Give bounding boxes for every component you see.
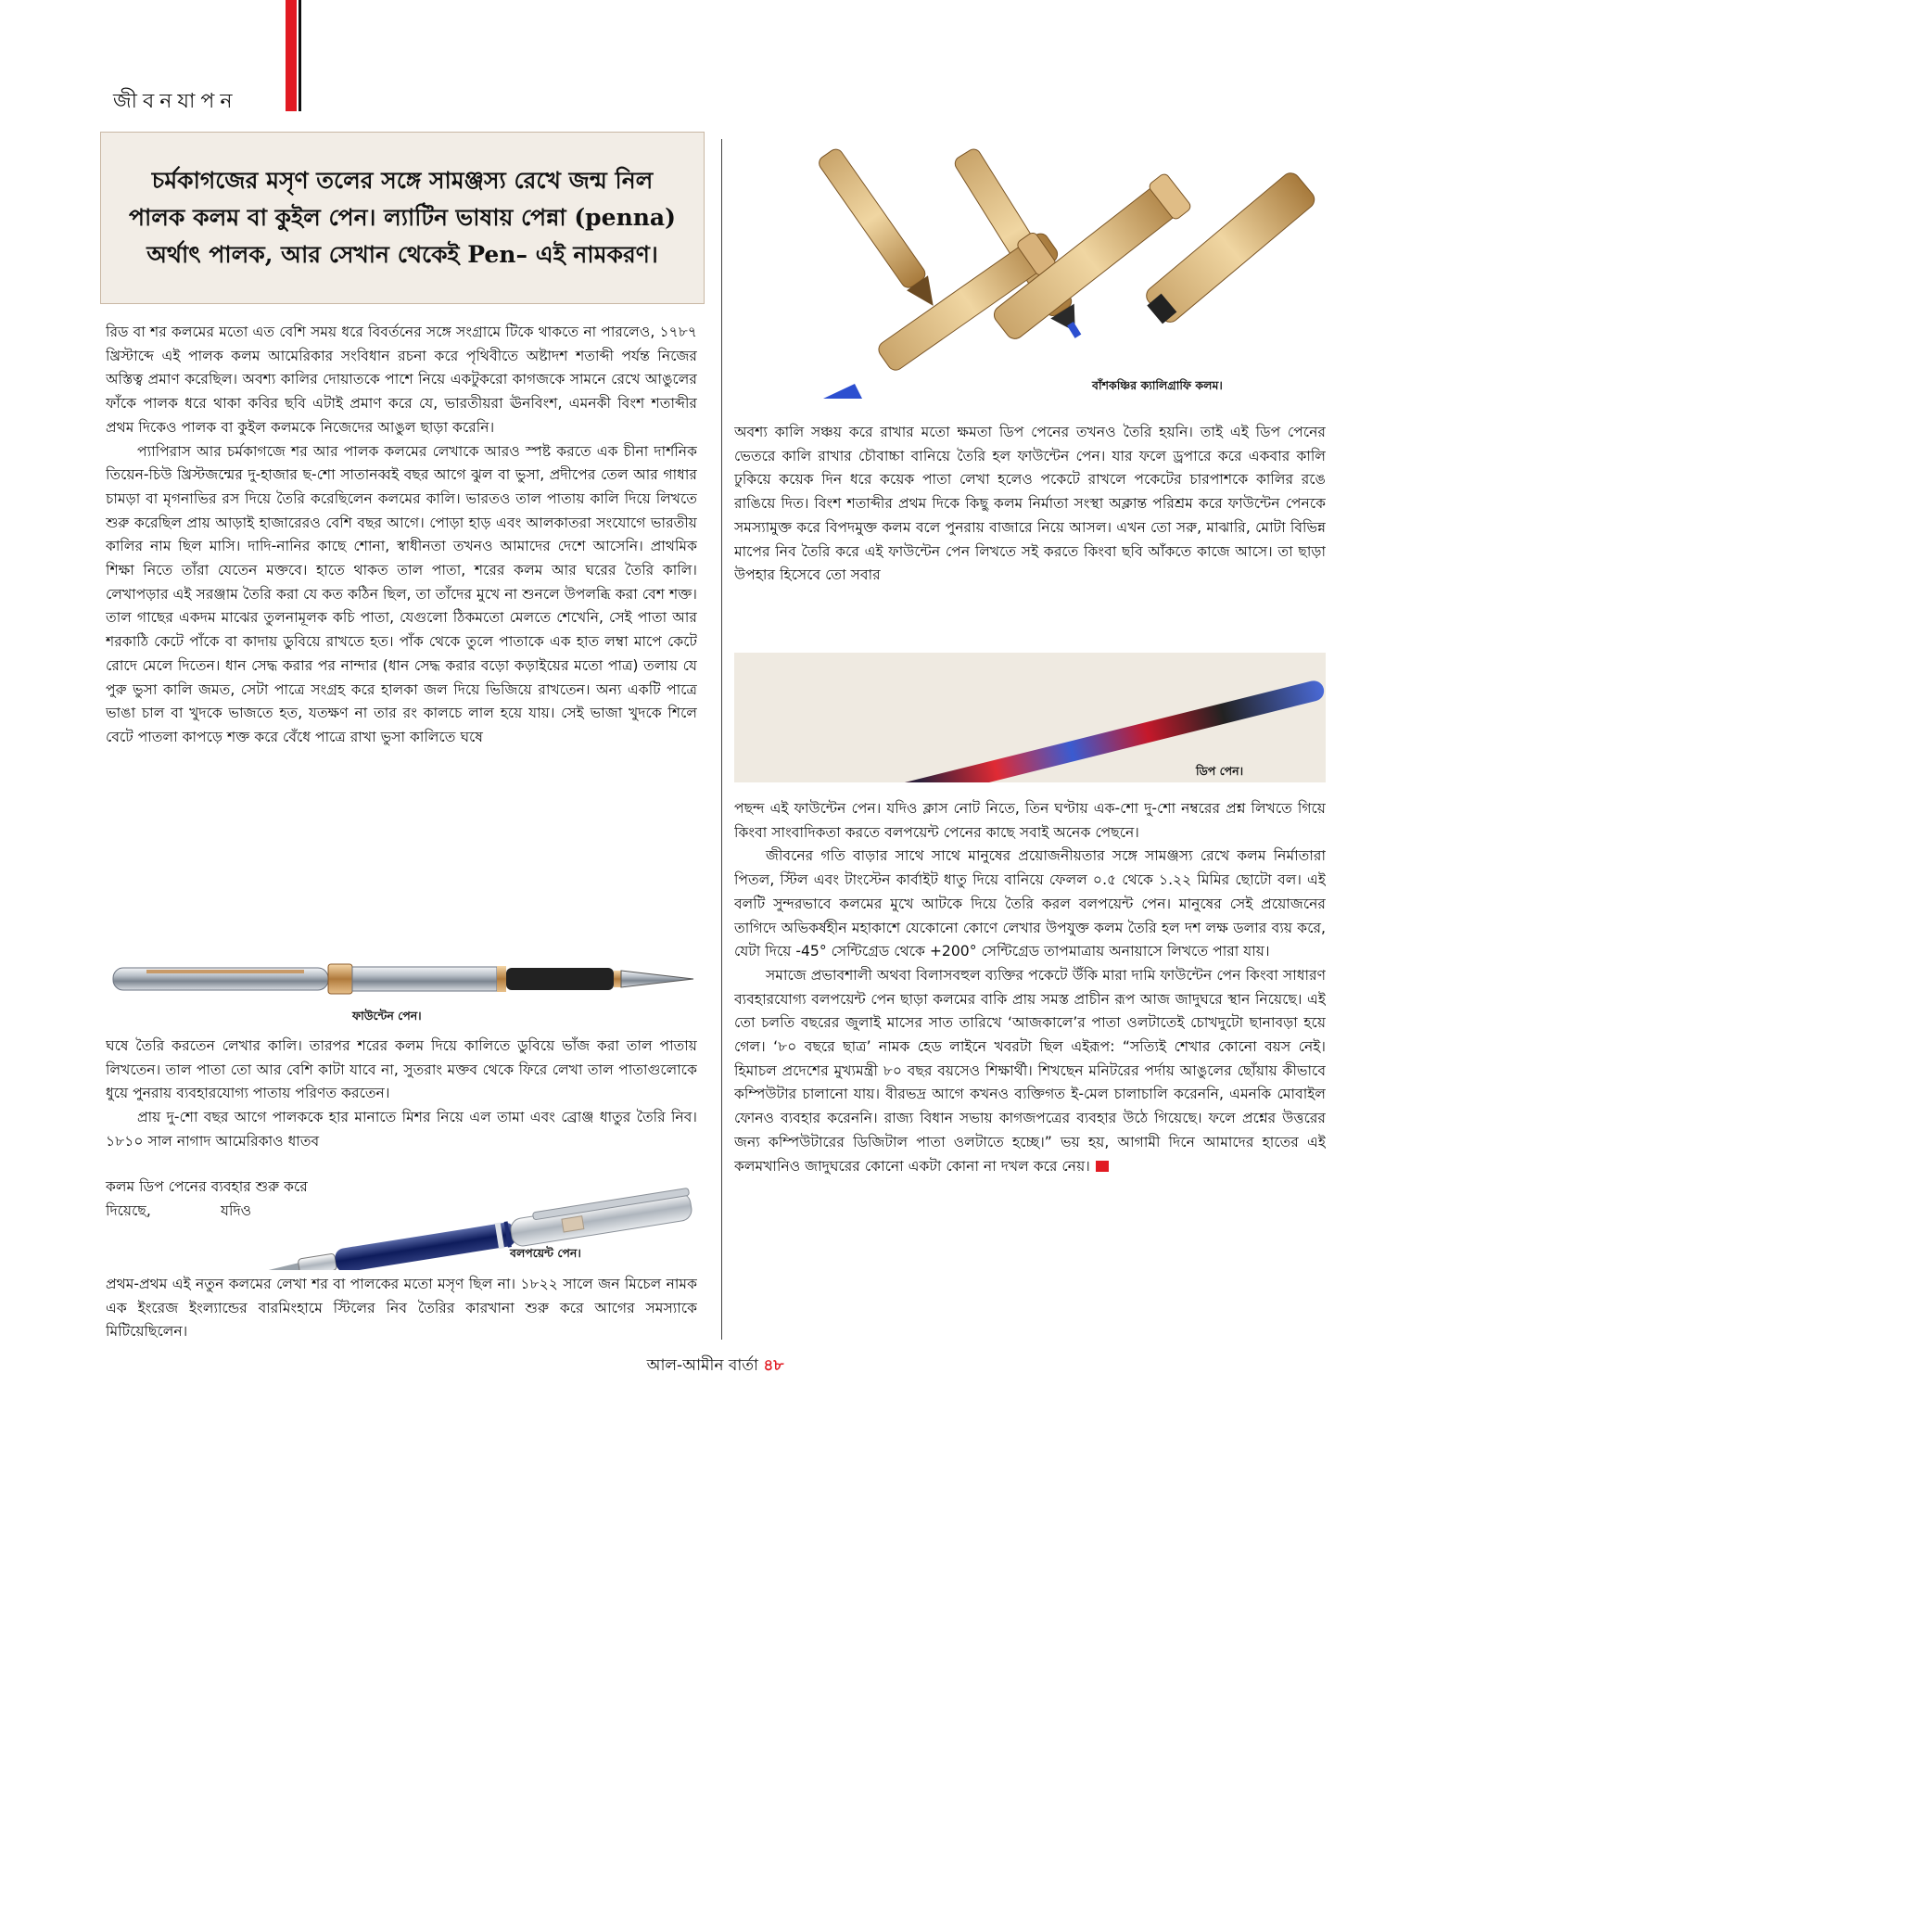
right-column-part2 <box>734 797 1326 1339</box>
dip-pen-caption: ডিপ পেন। <box>1196 764 1244 778</box>
bamboo-pens-caption: বাঁশকঞ্চির ক্যালিগ্রাফি কলম। <box>1092 378 1223 392</box>
fountain-pen-image <box>109 955 699 1003</box>
left-line-dip: কলম ডিপ পেনের ব্যবহার শুরু করে <box>106 1178 308 1195</box>
column-divider <box>721 139 722 1340</box>
magazine-name: আল-আমীন বার্তা <box>646 1356 758 1375</box>
left-line-jodio: যদিও <box>221 1202 252 1219</box>
ballpoint-pen-image <box>219 1185 706 1270</box>
left-column-part2 <box>106 1035 697 1155</box>
right-paragraph-2: পছন্দ এই ফাউন্টেন পেন। যদিও ক্লাস নোট নিতে, তিন ঘণ্টায় এক-শো দু-শো নম্বরের প্রশ্ন লিখতে গিয়ে কিংবা সাংবাদিকতা করতে বলপয়েন্ট পেনের কাছে সবাই অনেক পেছনে। <box>734 800 1326 841</box>
pull-quote-box <box>100 132 705 304</box>
pull-quote-text: চর্মকাগজের মসৃণ তলের সঙ্গে সামঞ্জস্য রেখে জন্ম নিল পালক কলম বা কুইল পেন। ল্যাটিন ভাষায় পেন্না (penna) অর্থাৎ পালক, আর সেখান থেকেই Pen– এই নামকরণ। <box>129 167 676 268</box>
ballpoint-pen-caption: বলপয়েন্ট পেন। <box>510 1246 581 1260</box>
right-column-part1 <box>734 421 1326 636</box>
right-paragraph-1: অবশ্য কালি সঞ্চয় করে রাখার মতো ক্ষমতা ডিপ পেনের তখনও তৈরি হয়নি। তাই এই ডিপ পেনের ভেতরে কালি রাখার চৌবাচ্চা বানিয়ে তৈরি হল ফাউন্টেন পেন। যার ফলে ড্রপারে করে একবার কালি ঢুকিয়ে কয়েক দিন ধরে কয়েক পাতা লেখা হলেও পকেটে রাখলে পকেটের চারপাশকে কালির রঙে রাঙিয়ে দিত। বিংশ শতাব্দীর প্রথম দিকে কিছু কলম নির্মাতা সংস্থা অক্লান্ত পরিশ্রম করে ফাউন্টেন পেনকে সমস্যামুক্ত করে বিপদমুক্ত কলম বলে পুনরায় বাজারে নিয়ে আসল। এখন তো সরু, মাঝারি, মোটা বিভিন্ন মাপের নিব তৈরি করে এই ফাউন্টেন পেন লিখতে সই করতে কিংবা ছবি আঁকতে কাজে আসে। তা ছাড়া উপহার হিসেবে তো সবার <box>734 424 1326 584</box>
header-red-bar <box>286 0 297 111</box>
page-footer <box>0 1354 1430 1379</box>
fountain-pen-caption: ফাউন্টেন পেন। <box>352 1009 422 1023</box>
bamboo-pens-image <box>734 135 1326 413</box>
section-title: জীবনযাপন <box>113 90 238 113</box>
left-paragraph-1: রিড বা শর কলমের মতো এত বেশি সময় ধরে বিবর্তনের সঙ্গে সংগ্রামে টিকে থাকতে না পারলেও, ১৭৮৭ খ্রিস্টাব্দে এই পালক কলম আমেরিকার সংবিধান রচনা করে পৃথিবীতে অষ্টাদশ শতাব্দী পর্যন্ত নিজের অস্তিত্ব প্রমাণ করেছিল। অবশ্য কালির দোয়াতকে পাশে নিয়ে একটুকরো কাগজকে সামনে রেখে আঙুলের ফাঁকে পালক ধরে থাকা কবির ছবি এটাই প্রমাণ করে যে, ভারতীয়রা ঊনবিংশ, এমনকী বিংশ শতাব্দীর প্রথম দিকেও পালক বা কুইল কলমকে নিজেদের আঙুল ছাড়া করেনি। <box>106 324 697 436</box>
left-line-diyeche: দিয়েছে, <box>106 1202 151 1219</box>
left-paragraph-3: ঘষে তৈরি করতেন লেখার কালি। তারপর শরের কলম দিয়ে কালিতে ডুবিয়ে ভাঁজ করা তাল পাতায় লিখতেন। তাল পাতা তো আর বেশি কাটা যাবে না, সুতরাং মক্তব থেকে ফিরে লেখা তাল পাতাগুলোকে ধুয়ে পুনরায় ব্যবহারযোগ্য পাতায় পরিণত করতেন। <box>106 1037 697 1102</box>
dip-pen-image <box>734 653 1326 782</box>
right-paragraph-4: সমাজে প্রভাবশালী অথবা বিলাসবহুল ব্যক্তির পকেটে উঁকি মারা দামি ফাউন্টেন পেন কিংবা সাধারণ ব্যবহারযোগ্য বলপয়েন্ট পেন ছাড়া কলমের বাকি প্রায় সমস্ত প্রাচীন রূপ আজ জাদুঘরে স্থান নিয়েছে। এই তো চলতি বছরের জুলাই মাসের সাত তারিখে ‘আজকালে’র পাতা ওলটাতেই চোখদুটো ছানাবড়া হয়ে গেল। ‘৮০ বছরে ছাত্র’ নামক হেড লাইনে খবরটা ছিল এইরূপ: “সত্যিই শেখার কোনো বয়স নেই। হিমাচল প্রদেশের মুখ্যমন্ত্রী ৮০ বছর বয়সেও শিক্ষার্থী। শিখছেন মনিটরের পর্দায় আঙুলের ছোঁয়ায় কীভাবে কম্পিউটার চালানো যায়। বীরভদ্র আগে কখনও ব্যক্তিগত ই-মেল চালাচালি করেননি, এমনকি মোবাইল ফোনও ব্যবহার করেননি। রাজ্য বিধান সভায় কাগজপত্রের ব্যবহার উঠে গিয়েছে। ফলে প্রশ্নের উত্তরের জন্য কম্পিউটারের ডিজিটাল পাতা ওলটাতে হচ্ছে।” ভয় হয়, আগামী দিনে আমাদের হাতের এই কলমখানিও জাদুঘরের কোনো একটা কোনা না দখল করে নেয়। <box>734 966 1326 1175</box>
right-paragraph-3: জীবনের গতি বাড়ার সাথে সাথে মানুষের প্রয়োজনীয়তার সঙ্গে সামঞ্জস্য রেখে কলম নির্মাতারা পিতল, স্টিল এবং টাংস্টেন কার্বাইট ধাতু দিয়ে বানিয়ে ফেলল ০.৫ থেকে ১.২২ মিমির ছোটো বল। এই বলটি সুন্দরভাবে কলমের মুখে আটকে দিয়ে তৈরি করল বলপয়েন্ট পেন। মানুষের সেই প্রয়োজনের তাগিদে অভিকর্ষহীন মহাকাশে যেকোনো কোণে লেখার উপযুক্ত কলম তৈরি হল দশ লক্ষ ডলার ব্যয় করে, যেটা দিয়ে -45° সেন্টিগ্রেড থেকে +200° সেন্টিগ্রেড তাপমাত্রায় অনায়াসে লিখতে পারা যায়। <box>734 847 1326 960</box>
page-number: ৪৮ <box>763 1356 784 1375</box>
header-black-bar <box>299 0 301 111</box>
end-mark <box>1096 1161 1109 1172</box>
left-paragraph-4: প্রায় দু-শো বছর আগে পালককে হার মানাতে মিশর নিয়ে এল তামা এবং ব্রোঞ্জ ধাতুর তৈরি নিব। ১৮১০ সাল নাগাদ আমেরিকাও ধাতব <box>106 1109 697 1150</box>
left-column-part3 <box>106 1273 697 1347</box>
left-paragraph-2: প্যাপিরাস আর চর্মকাগজে শর আর পালক কলমের লেখাকে আরও স্পষ্ট করতে এক চীনা দার্শনিক তিয়েন-চিউ খ্রিস্টজন্মের দু-হাজার ছ-শো সাতানব্বই বছর আগে ঝুল বা ভুসা, প্রদীপের তেল আর গাধার চামড়া বা মৃগনাভির রস দিয়ে তৈরি করেছিলেন কলমের কালি। ভারতও তাল পাতায় কালি দিয়ে লিখতে শুরু করেছিল প্রায় আড়াই হাজারেরও বেশি বছর আগে। পোড়া হাড় এবং আলকাতরা সংযোগে ভারতীয় কালির নাম ছিল মাসি। দাদি-নানির কাছে শোনা, স্বাধীনতা তখনও আমাদের দেশে আসেনি। প্রাথমিক শিক্ষা নিতে তাঁরা যেতেন মক্তবে। হাতে থাকত তাল পাতা, শরের কলম আর ঘরের তৈরি কালি। লেখাপড়ার এই সরঞ্জাম তৈরি করা যে কত কঠিন ছিল, তা তাঁদের মুখে না শুনলে উপলব্ধি করা বেশ শক্ত। তাল গাছের একদম মাঝের তুলনামূলক কচি পাতা, যেগুলো ঠিকমতো মেলতে শেখেনি, সেই পাতা আর শরকাঠি কেটে পাঁকে বা কাদায় ডুবিয়ে রাখতে হত। পাঁক থেকে তুলে পাতাকে এক হাত লম্বা মাপে কেটে রোদে মেলে দিতেন। ধান সেদ্ধ করার পর নান্দার (ধান সেদ্ধ করার বড়ো কড়াইয়ের মতো পাত্র) তলায় যে পুরু ভুসা কালি জমত, সেটা পাত্রে সংগ্রহ করে হালকা জল দিয়ে ভিজিয়ে রাখতেন। অন্য একটি পাত্রে ভাঙা চাল বা খুদকে ভাজতে হত, যতক্ষণ না তার রং কালচে লাল হয়ে যায়। সেই ভাজা খুদকে শিলে বেটে পাতলা কাপড়ে শক্ত করে বেঁধে পাত্রে রাখা ভুসা কালিতে ঘষে <box>106 442 697 745</box>
left-column-part1 <box>106 321 697 940</box>
left-paragraph-5: প্রথম-প্রথম এই নতুন কলমের লেখা শর বা পালকের মতো মসৃণ ছিল না। ১৮২২ সালে জন মিচেল নামক এক ইংরেজ ইংল্যান্ডের বারমিংহামে স্টিলের নিব তৈরির কারখানা শুরু করে আগের সমস্যাকে মিটিয়েছিলেন। <box>106 1276 697 1341</box>
